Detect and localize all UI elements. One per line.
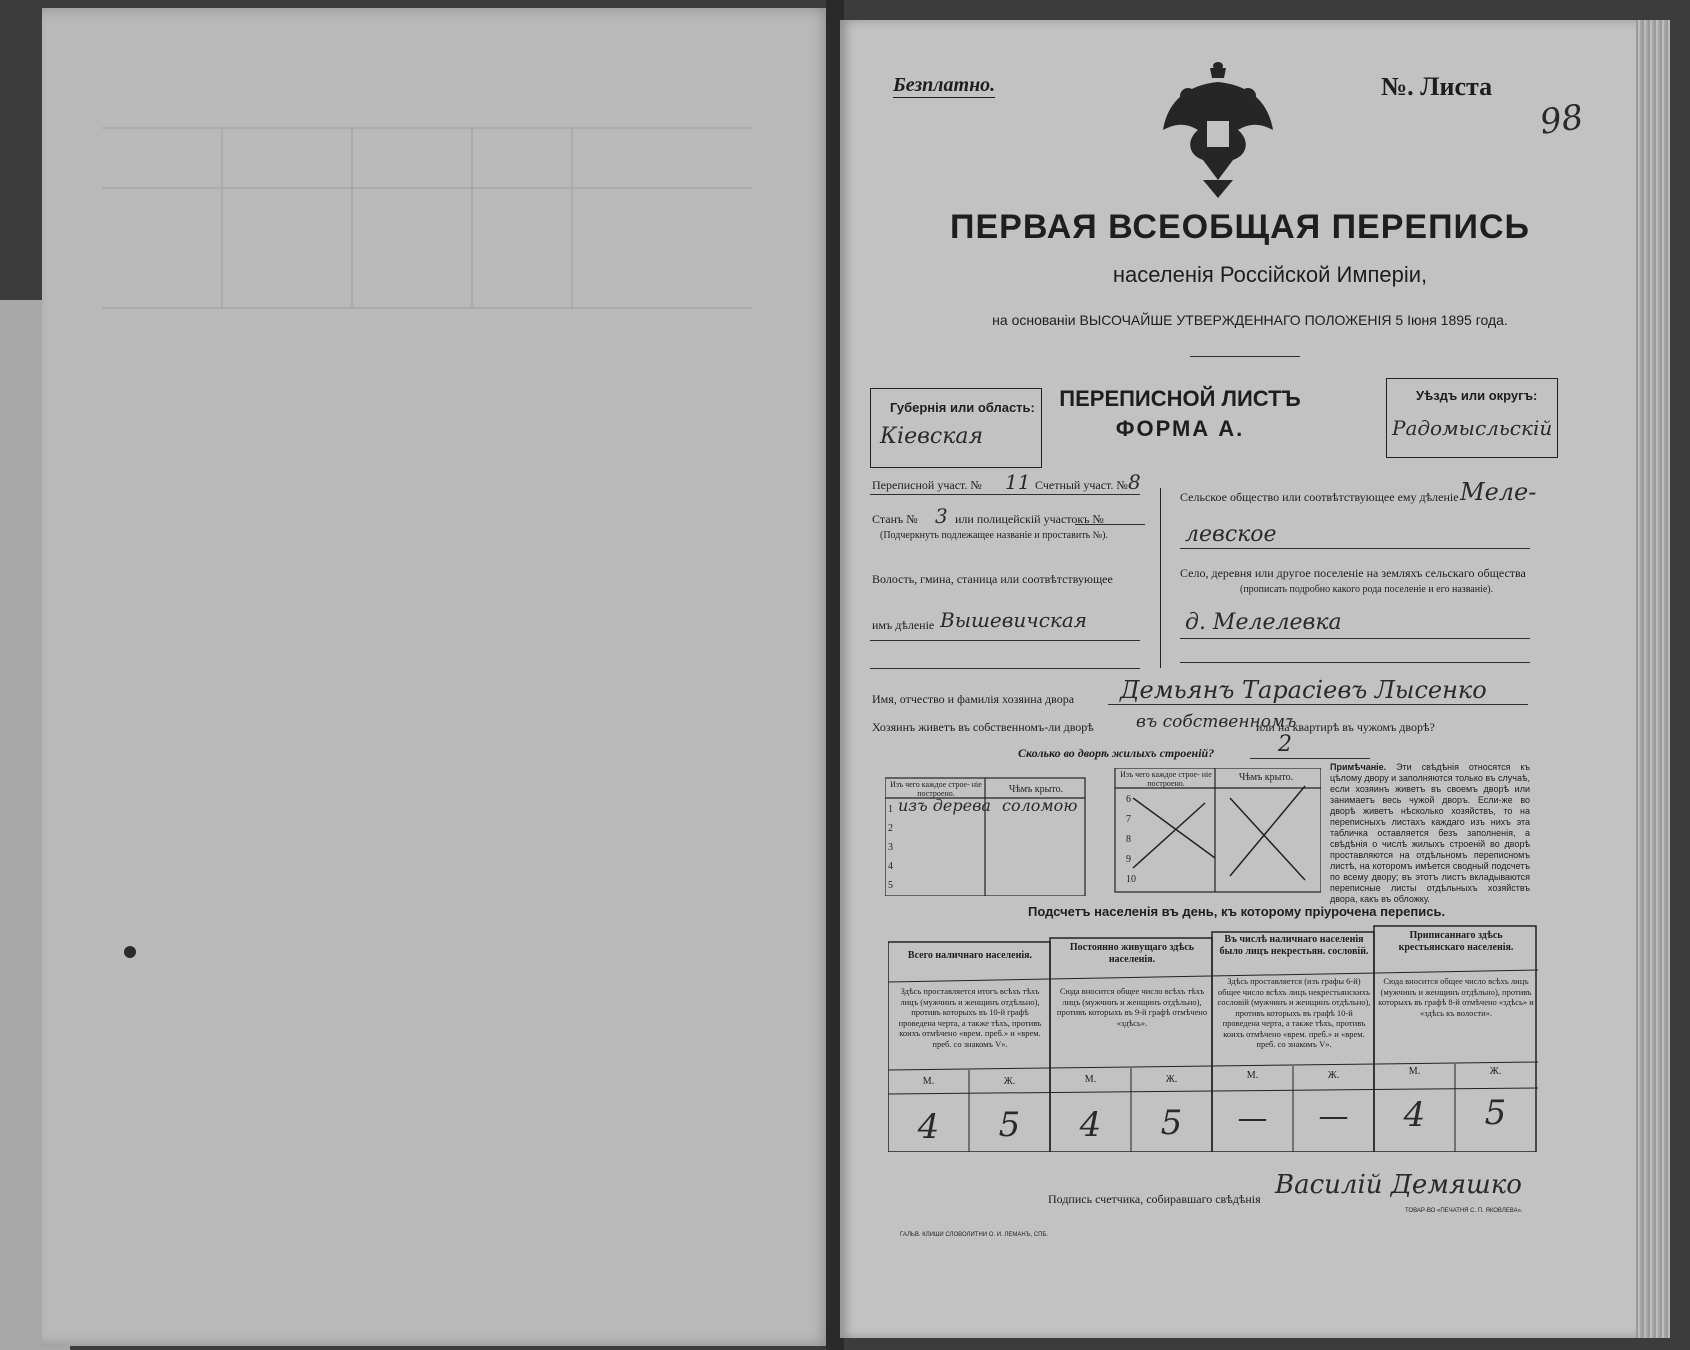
column-divider — [1160, 488, 1161, 668]
male-label: М. — [1084, 1074, 1097, 1085]
census-title: ПЕРВАЯ ВСЕОБЩАЯ ПЕРЕПИСЬ — [950, 208, 1530, 246]
free-label: Безплатно. — [893, 74, 996, 96]
volost-value: Вышевичская — [940, 608, 1088, 632]
count-area-value: 8 — [1128, 470, 1141, 494]
buildings-label: Сколько во дворѣ жилыхъ строеній? — [1018, 746, 1215, 760]
female-label: Ж. — [1327, 1070, 1340, 1081]
field-line — [1180, 548, 1530, 549]
count-value: — — [1237, 1101, 1268, 1136]
note-text: Эти свѣдѣнія относятся къ цѣлому двору и заполняются только въ случаѣ, если хозяинъ живетъ въ своемъ дворѣ или занимаетъ весь чужой дворъ. Если-же во дворѣ живетъ нѣсколько хозяйствъ, то на переписныхъ листахъ каждаго изъ нихъ эта табличка оставляется безъ заполненія, а свѣдѣнія о числѣ жилыхъ строеній во дворѣ проставляются на отдѣльномъ переписномъ листѣ, на которомъ имѣется сводный подсчетъ по всему двору; въ этотъ листъ вкладываются переписные листы отдѣльныхъ хозяйствъ двора, какъ въ обложку. — [1330, 762, 1530, 904]
row-number: 5 — [888, 880, 893, 891]
female-label: Ж. — [1489, 1066, 1502, 1077]
count-col1-desc: Здѣсь проставляется итогъ всѣхъ тѣхъ лицъ (мужчинъ и женщинъ отдѣльно), противъ которыхъ въ 10-й графѣ проведена черта, а также тѣхъ, противъ коихъ отмѣчено «врем. преб.» и «врем. преб. со знакомъ V». — [898, 986, 1042, 1049]
count-area-label: Счетный участ. № — [1035, 478, 1128, 492]
rows-left — [888, 800, 898, 895]
province-value: Кіевская — [880, 424, 984, 449]
count-value: 5 — [998, 1105, 1021, 1145]
census-area-value: 11 — [1005, 470, 1031, 494]
row-number: 1 — [888, 804, 893, 815]
row-number: 4 — [888, 861, 893, 872]
lives-label: Хозяинъ живетъ въ собственномъ-ли дворѣ — [872, 720, 1094, 734]
field-line — [1075, 524, 1145, 525]
census-area-label: Переписной участ. № — [872, 478, 982, 492]
sheet-number-label: №. Листа — [1381, 72, 1493, 101]
count-col2-desc: Сюда вносится общее число всѣхъ тѣхъ лицъ (мужчинъ и женщинъ отдѣльно), противъ которыхъ въ 9-й графѣ отмѣчено «здѣсь». — [1056, 986, 1208, 1028]
row-number: 3 — [888, 842, 893, 853]
field-line — [1180, 662, 1530, 663]
rows-right — [1126, 790, 1140, 890]
row1-roof: соломою — [1002, 796, 1078, 815]
count-title: Подсчетъ населенія въ день, къ которому пріурочена перепись. — [1028, 904, 1446, 919]
count-value: 4 — [917, 1107, 940, 1147]
village-label: Село, деревня или другое поселеніе на земляхъ сельскаго общества — [1180, 566, 1526, 580]
signature-label: Подпись счетчика, собиравшаго свѣдѣнія — [1048, 1192, 1261, 1206]
row-number: 10 — [1126, 874, 1136, 885]
count-col2-header: Постоянно живущаго здѣсь населенія. — [1069, 942, 1195, 965]
count-value: 5 — [1484, 1093, 1507, 1133]
field-line — [1250, 758, 1370, 759]
count-value: — — [1318, 1099, 1349, 1134]
census-form-page — [840, 20, 1670, 1338]
female-label: Ж. — [1003, 1076, 1016, 1087]
row-number: 7 — [1126, 814, 1131, 825]
count-col4-desc: Сюда вносится общее число всѣхъ лицъ (мужчинъ и женщинъ отдѣльно), противъ которыхъ въ графѣ 8-й отмѣчено «здѣсь» и «здѣсь къ волости». — [1378, 976, 1534, 1018]
stan-value: 3 — [935, 504, 948, 528]
lives-value: въ собственномъ — [1136, 712, 1297, 732]
police-label: или полицейскій участокъ № — [955, 512, 1104, 526]
field-line — [1180, 638, 1530, 639]
note-title: Примѣчаніе. — [1330, 762, 1387, 772]
sheet-number-value: 98 — [1537, 97, 1586, 143]
signature-value: Василій Демяшко — [1275, 1170, 1522, 1200]
stan-label: Станъ № — [872, 512, 918, 526]
society-value-1: Меле- — [1460, 478, 1537, 506]
row-number: 8 — [1126, 834, 1131, 845]
count-col1-header: Всего наличнаго населенія. — [907, 950, 1033, 961]
imprint-right: ТОВАР-ВО «ПЕЧАТНЯ С. П. ЯКОВЛЕВА». — [1405, 1208, 1523, 1214]
lives-label-2: или на квартирѣ въ чужомъ дворѣ? — [1256, 720, 1435, 734]
field-line — [870, 494, 1140, 495]
buildings-col-material-right: Изъ чего каждое строе- ніе построено. — [1120, 770, 1212, 788]
male-label: М. — [922, 1076, 935, 1087]
row-number: 6 — [1126, 794, 1131, 805]
binding-hole — [124, 946, 136, 958]
male-label: М. — [1408, 1066, 1421, 1077]
count-col3-header: Въ числѣ наличнаго населенія было лицъ некрестьян. сословій. — [1219, 934, 1369, 957]
note-block — [1330, 762, 1530, 905]
row1-material: изъ дерева — [898, 796, 991, 815]
left-page-blank — [42, 8, 832, 1346]
volost-label-2: имъ дѣленіе — [872, 618, 935, 632]
district-value: Радомысльскій — [1392, 416, 1553, 440]
form-title: ПЕРЕПИСНОЙ ЛИСТЪ — [1059, 386, 1301, 411]
row-number: 2 — [888, 823, 893, 834]
census-basis: на основаніи ВЫСОЧАЙШЕ УТВЕРЖДЕННАГО ПОЛОЖЕНІЯ 5 Іюня 1895 года. — [992, 312, 1508, 328]
count-value: 5 — [1160, 1103, 1183, 1143]
count-value: 4 — [1079, 1105, 1102, 1145]
buildings-col-roof: Чѣмъ крыто. — [1008, 784, 1064, 795]
society-value-2: левское — [1185, 522, 1277, 547]
buildings-col-roof-right: Чѣмъ крыто. — [1238, 772, 1294, 783]
village-note: (прописать подробно какого рода поселеніе и его названіе). — [1240, 584, 1494, 595]
divider — [1190, 356, 1300, 357]
count-col4-header: Приписаннаго здѣсь крестьянскаго населенія. — [1398, 930, 1514, 953]
female-label: Ж. — [1165, 1074, 1178, 1085]
bleed-through-lines — [102, 108, 752, 318]
owner-value: Демьянъ Тарасіевъ Лысенко — [1120, 676, 1487, 704]
field-line — [870, 668, 1140, 669]
count-value: 4 — [1403, 1095, 1426, 1135]
count-col3-desc: Здѣсь проставляется (изъ графы 6-й) общее число всѣхъ лицъ некрестьянскихъ сословій (мужчинъ и женщинъ отдѣльно), противъ которыхъ въ графѣ 10-й проведена черта, а также тѣхъ, противъ коихъ отмѣчено «врем. преб.» и «врем. преб. со знакомъ V». — [1217, 976, 1371, 1049]
imprint-left: ГАЛЬВ. КЛИШИ СЛОВОЛИТНИ О. И. ЛЕМАНЪ, СПБ. — [900, 1232, 1049, 1238]
page-stack-edge — [1636, 20, 1670, 1338]
volost-label: Волость, гмина, станица или соотвѣтствующее — [872, 572, 1113, 586]
male-label: М. — [1246, 1070, 1259, 1081]
census-subtitle: населенія Россійской Имперіи, — [1112, 262, 1428, 287]
buildings-value: 2 — [1278, 732, 1292, 757]
field-line — [1108, 704, 1528, 705]
double-headed-eagle-emblem — [1158, 60, 1278, 200]
owner-label: Имя, отчество и фамилія хозяина двора — [872, 692, 1075, 706]
village-value: д. Мелелевка — [1185, 610, 1342, 635]
buildings-col-material: Изъ чего каждое строе- ніе построено. — [890, 780, 982, 798]
underline-note: (Подчеркнуть подлежащее названіе и проставить №). — [880, 530, 1108, 541]
row-number: 9 — [1126, 854, 1131, 865]
province-label: Губернія или область: — [890, 400, 1035, 415]
form-type: ФОРМА А. — [1115, 416, 1245, 441]
society-label: Сельское общество или соотвѣтствующее ему дѣленіе — [1180, 490, 1459, 504]
field-line — [870, 640, 1140, 641]
district-label: Уѣздъ или округъ: — [1416, 388, 1538, 403]
